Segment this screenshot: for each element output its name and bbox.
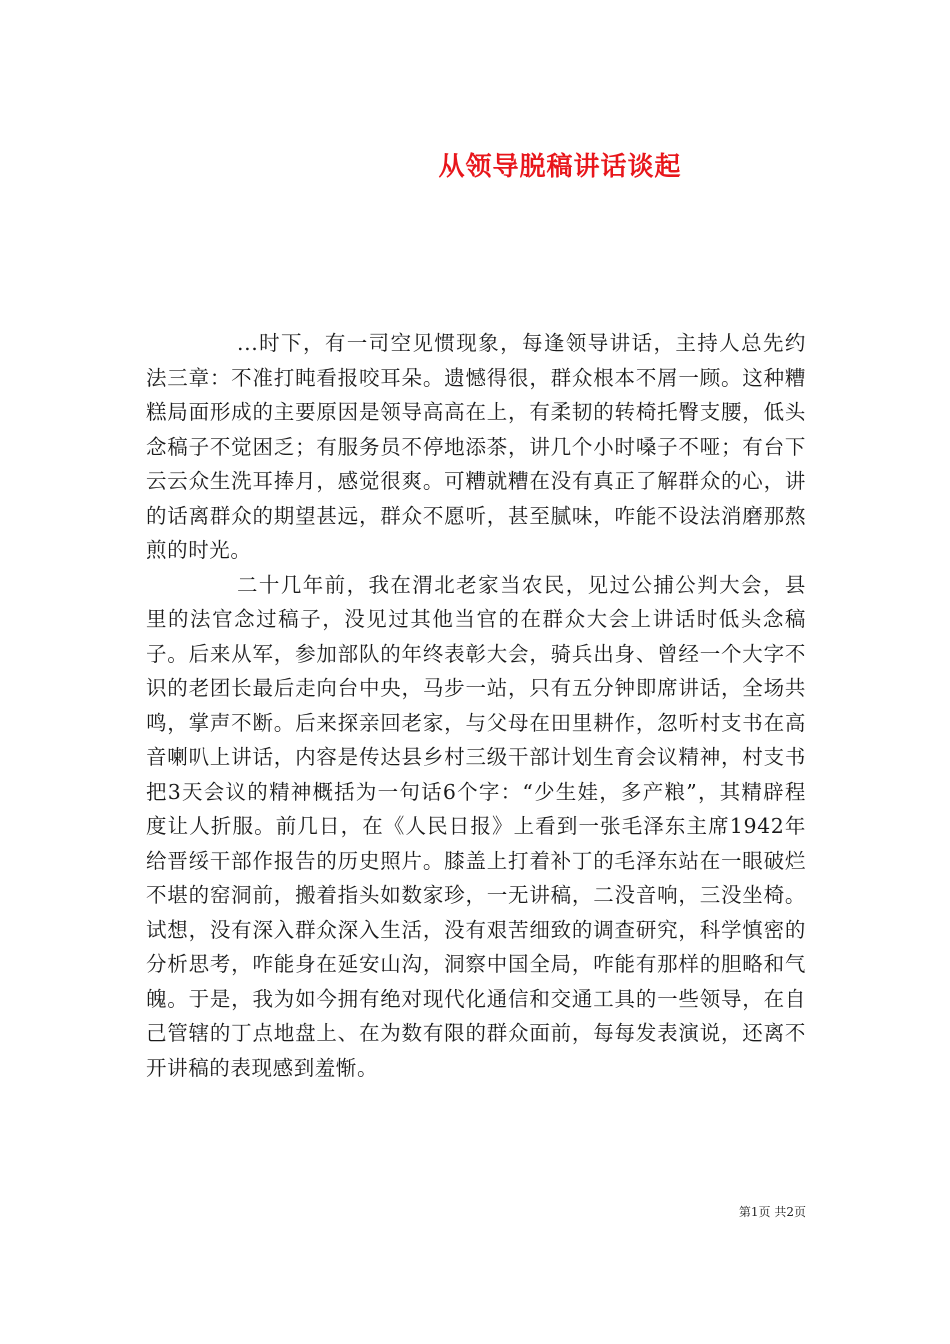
document-body bbox=[146, 326, 806, 1085]
document-title: 从领导脱稿讲话谈起 bbox=[438, 152, 682, 183]
page-number-footer: 第1页 共2页 bbox=[738, 1205, 806, 1219]
paragraph-1: ...时下，有一司空见惯现象，每逢领导讲话，主持人总先约法三章：不准打盹看报咬耳朵。遗憾得很，群众根本不屑一顾。这种糟糕局面形成的主要原因是领导高高在上，有柔韧的转椅托臀支腰，低头念稿子不觉困乏；有服务员不停地添茶，讲几个小时嗓子不哑；有台下云云众生洗耳捧月，感觉很爽。可糟就糟在没有真正了解群众的心，讲的话离群众的期望甚远，群众不愿听，甚至腻味，咋能不设法消磨那熬煎的时光。 bbox=[146, 331, 806, 562]
paragraph-2: 二十几年前，我在渭北老家当农民，见过公捕公判大会，县里的法官念过稿子，没见过其他当官的在群众大会上讲话时低头念稿子。后来从军，参加部队的年终表彰大会，骑兵出身、曾经一个大字不识的老团长最后走向台中央，马步一站，只有五分钟即席讲话，全场共鸣，掌声不断。后来探亲回老家，与父母在田里耕作，忽听村支书在高音喇叭上讲话，内容是传达县乡村三级干部计划生育会议精神，村支书把3天会议的精神概括为一句话6个字：“少生娃，多产粮”，其精辟程度让人折服。前几日，在《人民日报》上看到一张毛泽东主席1942年给晋绥干部作报告的历史照片。膝盖上打着补丁的毛泽东站在一眼破烂不堪的窑洞前，搬着指头如数家珍，一无讲稿，二没音响，三没坐椅。试想，没有深入群众深入生活，没有艰苦细致的调查研究，科学慎密的分析思考，咋能身在延安山沟，洞察中国全局，咋能有那样的胆略和气魄。于是，我为如今拥有绝对现代化通信和交通工具的一些领导，在自己管辖的丁点地盘上、在为数有限的群众面前，每每发表演说，还离不开讲稿的表现感到羞惭。 bbox=[146, 572, 806, 1080]
